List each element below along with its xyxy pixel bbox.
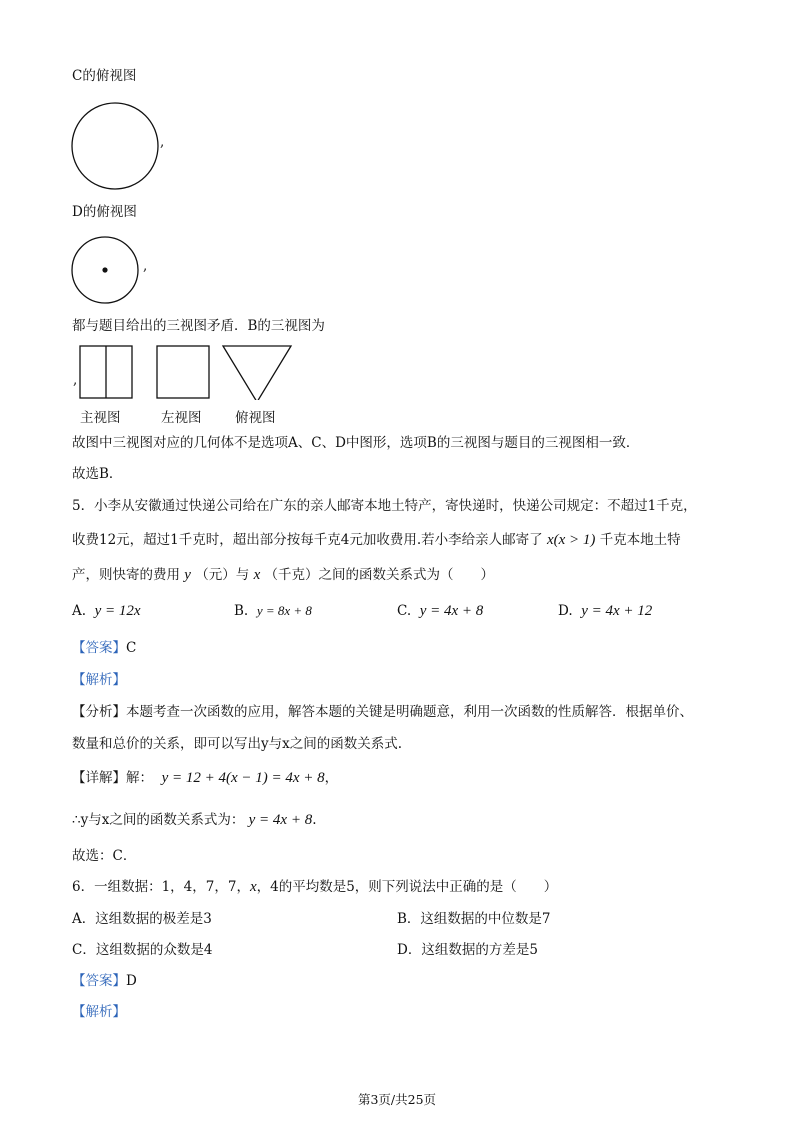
q5-line-1: 5．小李从安徽通过快递公司给在广东的亲人邮寄本地土特产，寄快递时，快递公司规定：不超过1千克， (72, 498, 697, 514)
d-comma: , (143, 258, 148, 274)
q5-line-2-text-a: 收费12元，超过1千克时，超出部分按每千克4元加收费用.若小李给亲人邮寄了 (72, 532, 543, 548)
q6-line-1-text-a: 6．一组数据：1，4，7，7， (72, 879, 250, 895)
q5-therefore (72, 810, 317, 830)
b-three-views-figure (78, 344, 308, 400)
c-top-view-circle (72, 103, 158, 189)
d-top-view-figure (70, 236, 150, 306)
q5-line-2-math: x(x > 1) (546, 532, 596, 548)
q5-option-c (397, 601, 483, 621)
q5-answer (72, 638, 136, 658)
q5-fenxi-line-1 (72, 702, 693, 722)
q5-fenxi-tag: 【分析】 (72, 704, 126, 720)
c-top-view-figure (70, 101, 170, 191)
q5-detail-prefix: 解： (126, 770, 153, 786)
q5-therefore-suffix: . (312, 812, 317, 828)
front-view-label: 主视图 (80, 410, 121, 426)
q5-analysis-tag (72, 670, 126, 690)
q5-option-b (234, 601, 312, 621)
q5-answer-tag: 【答案】 (72, 640, 126, 656)
q5-option-c-expr: y = 4x + 8 (419, 603, 484, 619)
q5-detail-tag: 【详解】 (72, 770, 126, 786)
q4-choose: 故选B． (72, 466, 123, 482)
contradiction-text: 都与题目给出的三视图矛盾．B的三视图为 (72, 318, 325, 334)
q5-fenxi-text-1: 本题考查一次函数的应用，解答本题的关键是明确题意，利用一次函数的性质解答．根据单价、 (126, 704, 693, 720)
left-view-square (157, 346, 209, 398)
q5-option-a-letter: A. (72, 603, 87, 619)
q5-option-d-letter: D. (558, 603, 573, 619)
q6-answer-value: D (126, 973, 137, 989)
q6-var-x: x (249, 879, 257, 895)
q5-var-y: y (184, 567, 191, 583)
q5-option-a (72, 601, 141, 621)
q5-answer-value: C (126, 640, 137, 656)
q5-detail (72, 768, 338, 788)
q6-analysis-tag (72, 1002, 126, 1022)
q5-option-d (558, 601, 652, 621)
top-view-triangle (223, 346, 291, 400)
d-top-view-center-dot (102, 267, 107, 272)
q5-option-b-letter: B. (234, 603, 249, 619)
top-view-label: 俯视图 (235, 410, 276, 426)
q5-line-2-text-b: 千克本地土特 (599, 532, 681, 548)
q5-line-3-text-a: 产，则快寄的费用 (72, 567, 180, 583)
q5-line-3-text-c: （千克）之间的函数关系式为（ ） (264, 567, 495, 583)
q5-option-c-letter: C. (397, 603, 412, 619)
q5-therefore-text: ∴y与x之间的函数关系式为： (72, 812, 245, 828)
q5-line-2 (72, 530, 681, 550)
q6-option-b: B．这组数据的中位数是7 (397, 911, 551, 927)
c-comma: , (160, 134, 165, 150)
q5-line-3-text-b: （元）与 (195, 567, 250, 583)
q6-option-c: C．这组数据的众数是4 (72, 942, 213, 958)
q5-option-d-expr: y = 4x + 12 (581, 603, 653, 619)
q6-analysis-label: 【解析】 (72, 1004, 126, 1020)
q6-option-a: A．这组数据的极差是3 (72, 911, 212, 927)
q5-choose: 故选：C． (72, 848, 137, 864)
q6-line-1-text-b: ，4的平均数是5，则下列说法中正确的是（ ） (256, 879, 558, 895)
b-views-comma: , (73, 372, 78, 388)
q6-line-1 (72, 877, 557, 897)
q6-answer (72, 971, 137, 991)
conclusion-text: 故图中三视图对应的几何体不是选项A、C、D中图形，选项B的三视图与题目的三视图相一致． (72, 435, 640, 451)
q5-detail-suffix: ， (324, 770, 339, 786)
q5-option-b-expr: y = 8x + 8 (256, 603, 312, 618)
d-top-view-label: D的俯视图 (72, 204, 137, 220)
q5-therefore-expr: y = 4x + 8 (248, 812, 313, 828)
q5-line-3 (72, 565, 494, 585)
q5-option-a-expr: y = 12x (94, 603, 141, 619)
page-footer: 第3页/共25页 (357, 1092, 437, 1107)
left-view-label: 左视图 (161, 410, 202, 426)
q5-fenxi-line-2: 数量和总价的关系，即可以写出y与x之间的函数关系式. (72, 736, 403, 752)
q6-answer-tag: 【答案】 (72, 973, 126, 989)
q5-detail-expr: y = 12 + 4(x − 1) = 4x + 8 (161, 770, 325, 786)
c-top-view-label: C的俯视图 (72, 68, 137, 84)
q5-var-x: x (253, 567, 261, 583)
q6-option-d: D．这组数据的方差是5 (397, 942, 538, 958)
q5-analysis-label: 【解析】 (72, 672, 126, 688)
